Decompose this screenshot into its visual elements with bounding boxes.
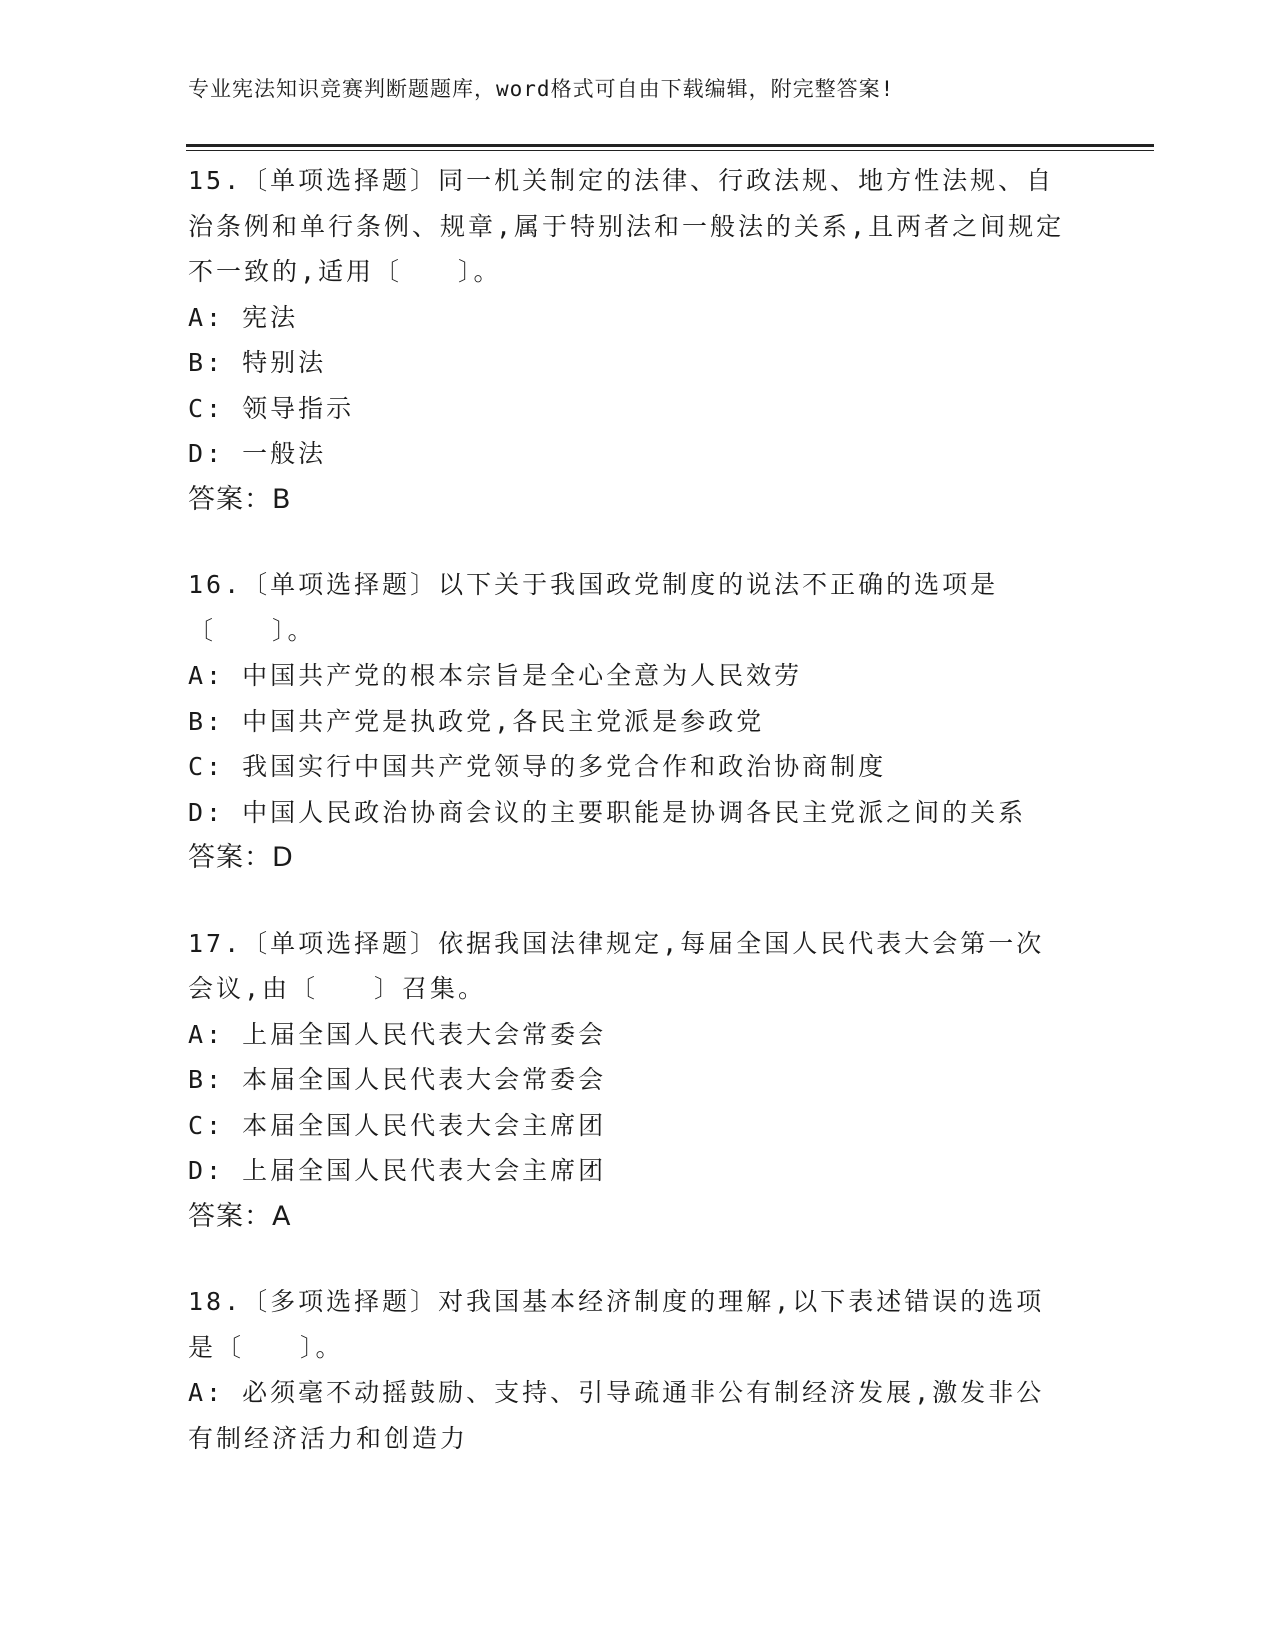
option-c: C: 本届全国人民代表大会主席团 bbox=[188, 1110, 607, 1140]
option-d: D: 中国人民政治协商会议的主要职能是协调各民主党派之间的关系 bbox=[188, 797, 1027, 827]
option-a: A: 中国共产党的根本宗旨是全心全意为人民效劳 bbox=[188, 661, 803, 690]
option-a: A: 宪法 bbox=[188, 302, 299, 332]
question-17 bbox=[188, 921, 1068, 1240]
question-stem: 18.〔多项选择题〕对我国基本经济制度的理解,以下表述错误的选项是〔 〕。 bbox=[188, 1287, 1045, 1362]
option-a: A: 上届全国人民代表大会常委会 bbox=[188, 1019, 607, 1049]
page-header: 专业宪法知识竞赛判断题题库，word格式可自由下载编辑，附完整答案! bbox=[188, 77, 895, 101]
header-divider-thin bbox=[186, 150, 1154, 151]
option-c: C: 我国实行中国共产党领导的多党合作和政治协商制度 bbox=[188, 752, 887, 781]
question-15 bbox=[188, 158, 1068, 522]
answer-label: 答案：A bbox=[188, 1200, 292, 1232]
answer-label: 答案：D bbox=[188, 842, 294, 873]
option-b: B: 本届全国人民代表大会常委会 bbox=[188, 1065, 607, 1094]
option-b: B: 特别法 bbox=[188, 348, 327, 377]
option-a: A: 必须毫不动摇鼓励、支持、引导疏通非公有制经济发展,激发非公有制经济活力和创造力 bbox=[188, 1378, 1045, 1453]
question-list bbox=[188, 158, 1068, 1501]
option-b: B: 中国共产党是执政党,各民主党派是参政党 bbox=[188, 706, 765, 736]
question-stem: 17.〔单项选择题〕依据我国法律规定,每届全国人民代表大会第一次会议,由〔 〕召集。 bbox=[188, 928, 1045, 1003]
answer-label: 答案：B bbox=[188, 483, 292, 515]
option-d: D: 上届全国人民代表大会主席团 bbox=[188, 1156, 607, 1185]
question-18 bbox=[188, 1279, 1068, 1461]
question-16 bbox=[188, 562, 1068, 881]
header-divider-thick bbox=[186, 144, 1154, 147]
question-stem: 16.〔单项选择题〕以下关于我国政党制度的说法不正确的选项是〔 〕。 bbox=[188, 570, 999, 645]
option-d: D: 一般法 bbox=[188, 439, 327, 468]
option-c: C: 领导指示 bbox=[188, 393, 355, 423]
question-stem: 15.〔单项选择题〕同一机关制定的法律、行政法规、地方性法规、自治条例和单行条例、规章,属于特别法和一般法的关系,且两者之间规定不一致的,适用〔 〕。 bbox=[188, 166, 1065, 286]
